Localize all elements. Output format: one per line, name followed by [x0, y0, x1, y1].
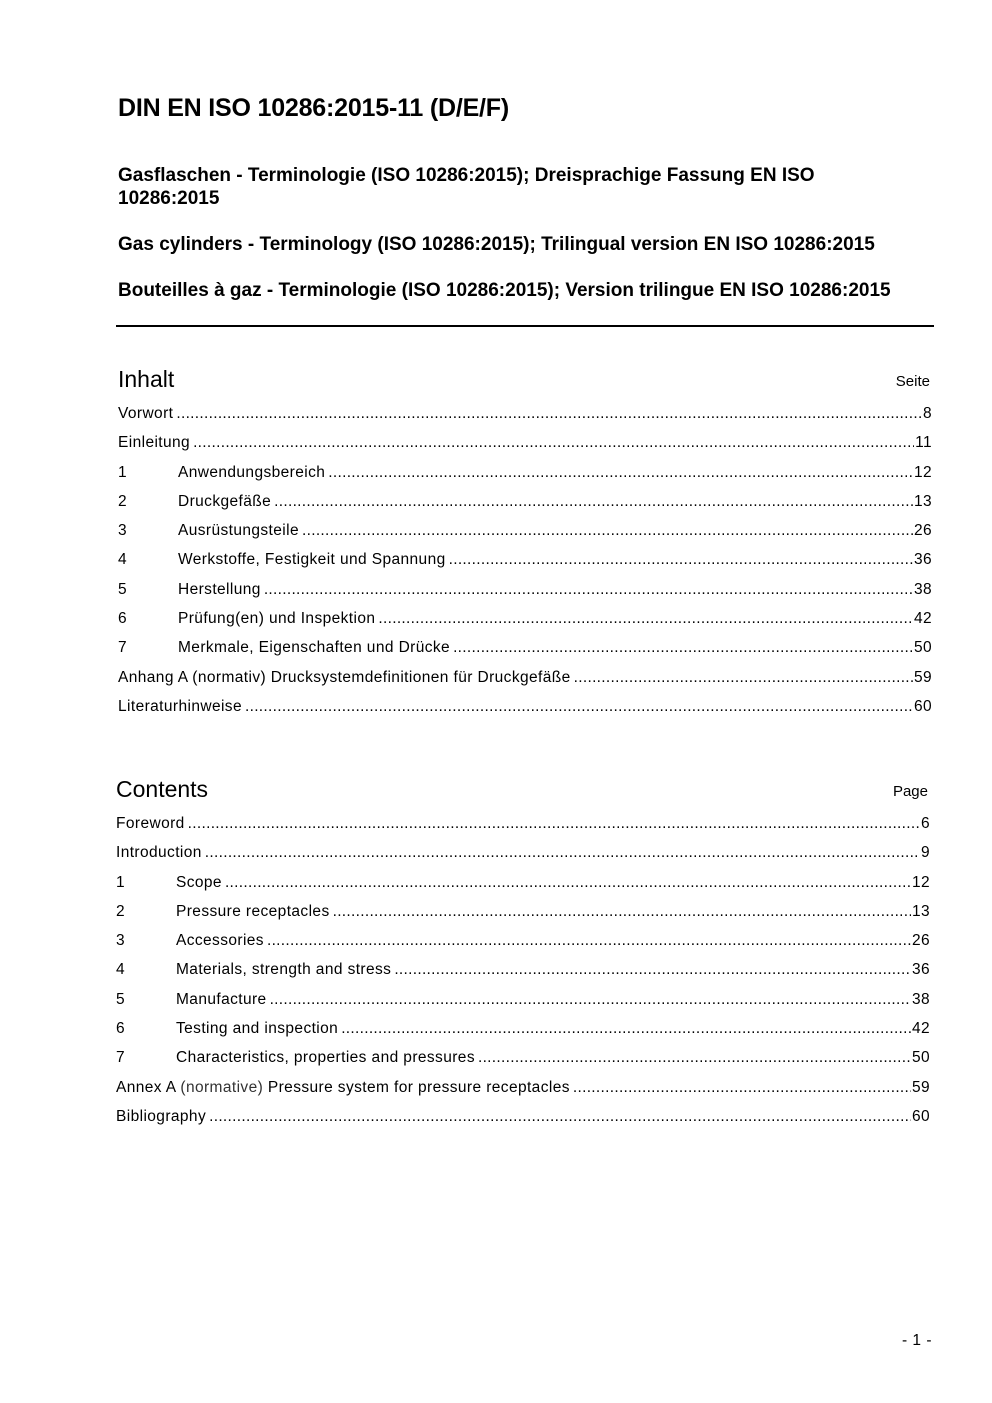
toc-entry-number: 1 [118, 463, 128, 481]
toc-entry-number: 3 [116, 932, 126, 950]
toc-entry-title: Herstellung [178, 580, 261, 598]
toc-entry-herstellung[interactable] [118, 581, 932, 610]
toc-leader-dots [394, 961, 911, 979]
toc-entry-characteristics[interactable] [116, 1049, 930, 1078]
toc-entry-page: 6 [920, 815, 930, 832]
toc-english [116, 775, 930, 1137]
toc-leader-dots [274, 493, 913, 511]
toc-entry-bibliography[interactable] [116, 1108, 930, 1137]
toc-german-heading: Inhalt [118, 366, 175, 392]
toc-entry-einleitung[interactable] [118, 434, 932, 463]
toc-entry-title: Werkstoffe, Festigkeit und Spannung [178, 551, 446, 569]
toc-entry-page: 38 [913, 580, 932, 598]
page-number: - 1 - [901, 1332, 932, 1349]
toc-entry-page: 13 [911, 902, 930, 920]
toc-leader-dots [264, 581, 913, 599]
subtitle-english: Gas cylinders - Terminology (ISO 10286:2015); Trilingual version EN ISO 10286:2015 [118, 234, 875, 255]
toc-entry-page: 26 [913, 522, 932, 540]
toc-entry-merkmale[interactable] [118, 639, 932, 668]
toc-entry-introduction[interactable] [116, 844, 930, 873]
toc-entry-title: Anhang A (normativ) Drucksystemdefinitionen für Druckgefäße [118, 668, 571, 686]
toc-entry-title: Merkmale, Eigenschaften und Drücke [178, 639, 451, 657]
toc-german [118, 365, 932, 727]
toc-leader-dots [176, 405, 922, 423]
toc-entry-page: 13 [913, 492, 932, 510]
toc-entry-page: 50 [913, 639, 932, 657]
toc-leader-dots [267, 932, 911, 950]
toc-entry-number: 7 [118, 639, 128, 657]
toc-entry-title: Druckgefäße [178, 492, 272, 510]
annex-label: Annex A [116, 1078, 181, 1096]
toc-english-list [116, 815, 930, 1137]
toc-leader-dots [453, 639, 913, 657]
toc-leader-dots [449, 551, 913, 569]
toc-entry-page: 50 [911, 1049, 930, 1067]
annex-normative-label: (normative) [180, 1078, 264, 1096]
toc-entry-number: 4 [116, 961, 126, 979]
toc-entry-foreword[interactable] [116, 815, 930, 844]
toc-entry-number: 5 [118, 580, 128, 598]
toc-entry-annex-a[interactable] [116, 1079, 930, 1108]
toc-entry-number: 2 [118, 492, 128, 510]
toc-entry-title: Pressure receptacles [176, 902, 330, 920]
toc-entry-werkstoffe[interactable] [118, 551, 932, 580]
toc-entry-page: 12 [911, 873, 930, 891]
toc-entry-number: 4 [118, 551, 128, 569]
toc-entry-anhang-a[interactable] [118, 669, 932, 698]
toc-entry-page: 59 [913, 668, 932, 686]
toc-leader-dots [333, 903, 911, 921]
toc-leader-dots [205, 844, 920, 862]
toc-entry-title: Ausrüstungsteile [178, 522, 299, 540]
toc-entry-page: 9 [920, 844, 930, 862]
toc-entry-page: 38 [911, 990, 930, 1008]
toc-entry-title: Prüfung(en) und Inspektion [178, 610, 376, 628]
toc-english-heading: Contents [116, 776, 209, 802]
toc-leader-dots [573, 1079, 911, 1097]
toc-entry-pruefung[interactable] [118, 610, 932, 639]
toc-entry-testing[interactable] [116, 1020, 930, 1049]
toc-leader-dots [209, 1108, 911, 1126]
toc-entry-page: 60 [911, 1107, 930, 1125]
toc-entry-title [116, 1079, 570, 1097]
toc-entry-number: 6 [118, 610, 128, 628]
toc-entry-title: Materials, strength and stress [176, 961, 392, 979]
toc-leader-dots [188, 815, 920, 833]
toc-entry-title: Introduction [116, 844, 202, 862]
annex-title: Pressure system for pressure receptacles [263, 1078, 570, 1096]
toc-leader-dots [478, 1049, 911, 1067]
toc-entry-title: Accessories [176, 932, 264, 950]
toc-entry-page: 36 [911, 961, 930, 979]
toc-entry-ausruestungsteile[interactable] [118, 522, 932, 551]
toc-entry-scope[interactable] [116, 874, 930, 903]
title-divider [116, 325, 934, 327]
toc-entry-title: Vorwort [118, 405, 174, 422]
toc-entry-title: Anwendungsbereich [178, 463, 326, 481]
toc-entry-accessories[interactable] [116, 932, 930, 961]
toc-leader-dots [193, 434, 914, 452]
toc-entry-number: 2 [116, 902, 126, 920]
toc-leader-dots [225, 874, 911, 892]
toc-entry-vorwort[interactable] [118, 405, 932, 434]
toc-english-page-label: Page [892, 783, 928, 800]
toc-entry-page: 42 [911, 1020, 930, 1038]
toc-entry-number: 7 [116, 1049, 126, 1067]
toc-entry-number: 6 [116, 1020, 126, 1038]
toc-entry-title: Literaturhinweise [118, 697, 242, 715]
toc-leader-dots [302, 522, 913, 540]
toc-entry-page: 59 [911, 1078, 930, 1096]
toc-entry-page: 11 [915, 434, 932, 452]
toc-leader-dots [245, 698, 913, 716]
toc-entry-title: Scope [176, 873, 222, 891]
toc-entry-literaturhinweise[interactable] [118, 698, 932, 727]
toc-leader-dots [328, 464, 913, 482]
toc-entry-title: Testing and inspection [176, 1020, 339, 1038]
toc-entry-title: Foreword [116, 815, 185, 832]
toc-german-page-label: Seite [895, 373, 930, 390]
toc-entry-page: 36 [913, 551, 932, 569]
toc-leader-dots [341, 1020, 911, 1038]
toc-entry-materials[interactable] [116, 961, 930, 990]
toc-entry-title: Manufacture [176, 990, 267, 1008]
toc-entry-title: Bibliography [116, 1107, 207, 1125]
toc-leader-dots [378, 610, 913, 628]
toc-entry-page: 42 [913, 610, 932, 628]
toc-entry-number: 3 [118, 522, 128, 540]
toc-entry-druckgefaesse[interactable] [118, 493, 932, 522]
toc-german-header [118, 365, 932, 405]
toc-leader-dots [270, 991, 911, 1009]
toc-entry-page: 60 [913, 697, 932, 715]
toc-german-list [118, 405, 932, 727]
toc-entry-title: Characteristics, properties and pressures [176, 1049, 475, 1067]
toc-leader-dots [574, 669, 913, 687]
toc-entry-page: 12 [913, 463, 932, 481]
toc-entry-pressure-receptacles[interactable] [116, 903, 930, 932]
toc-entry-title: Einleitung [118, 434, 191, 452]
subtitle-german: Gasflaschen - Terminologie (ISO 10286:2015); Dreisprachige Fassung EN ISO 10286:2015 [118, 165, 815, 209]
toc-entry-page: 8 [922, 405, 932, 422]
toc-entry-number: 1 [116, 873, 126, 891]
toc-english-header [116, 775, 930, 815]
document-title: DIN EN ISO 10286:2015-11 (D/E/F) [118, 94, 509, 122]
toc-entry-number: 5 [116, 990, 126, 1008]
toc-entry-manufacture[interactable] [116, 991, 930, 1020]
toc-entry-page: 26 [911, 932, 930, 950]
toc-entry-anwendungsbereich[interactable] [118, 464, 932, 493]
subtitle-french: Bouteilles à gaz - Terminologie (ISO 10286:2015); Version trilingue EN ISO 10286:2015 [118, 280, 891, 301]
